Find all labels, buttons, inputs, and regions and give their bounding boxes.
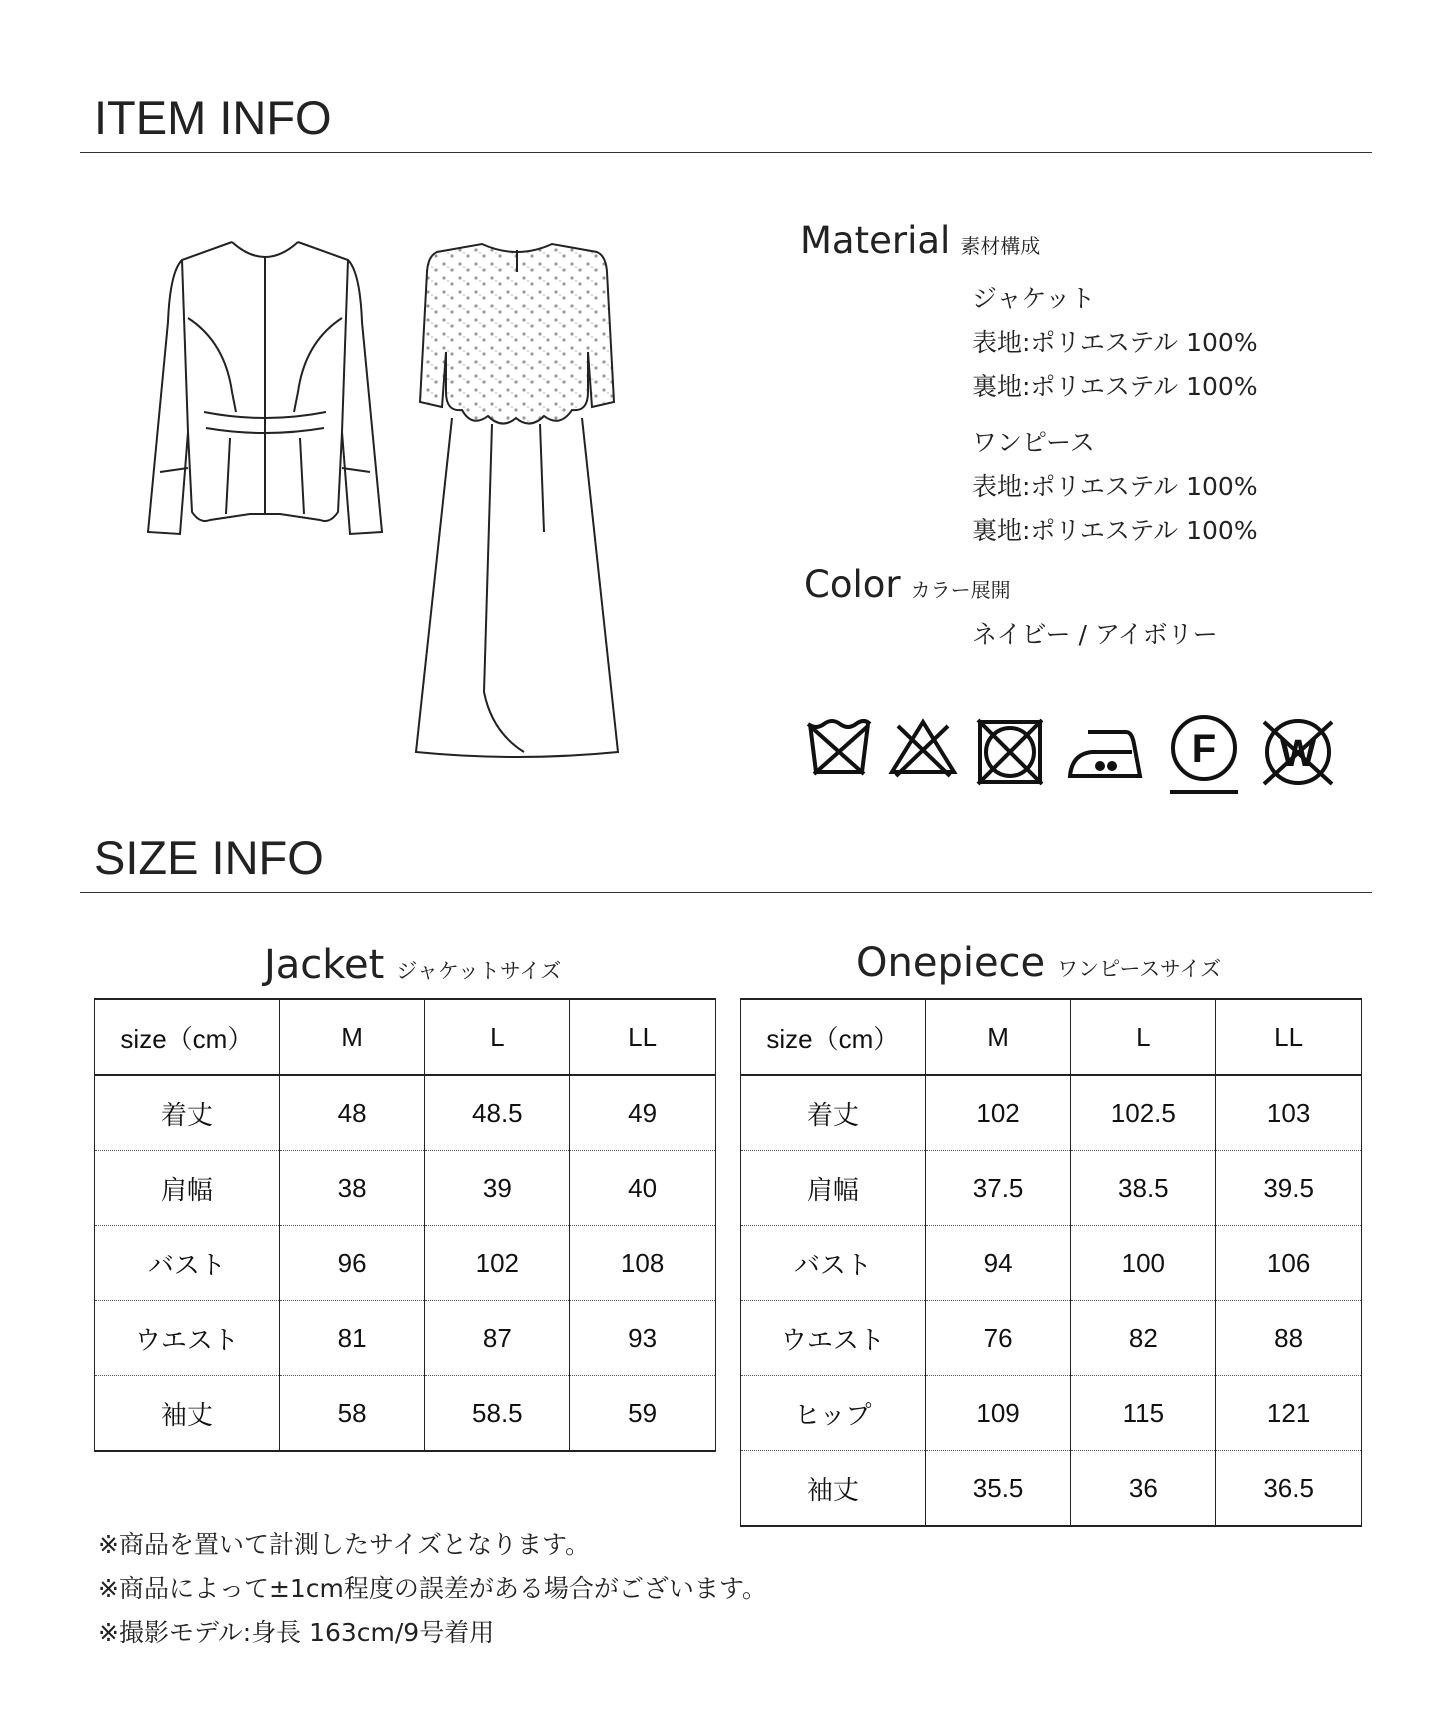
table-cell: 40 [570,1151,716,1226]
table-header-cell: size（cm） [95,999,280,1075]
table-row [741,1376,1362,1451]
onepiece-table-sub: ワンピースサイズ [1057,957,1222,981]
note-model: ※撮影モデル:身長 163cm/9号着用 [98,1618,495,1647]
table-row [741,1151,1362,1226]
onepiece-material-name: ワンピース [972,428,1095,457]
no-wet-clean-icon [1258,712,1338,792]
color-label: Color [804,563,901,606]
jacket-material-outer: 表地:ポリエステル 100% [972,328,1258,357]
table-cell: 103 [1216,1075,1362,1151]
table-header-cell: L [1071,999,1216,1075]
note-tolerance: ※商品によって±1cm程度の誤差がある場合がございます。 [98,1574,767,1603]
color-heading [804,563,1011,606]
dry-clean-letter: F [1191,727,1217,771]
table-header-row [95,999,716,1075]
table-cell: 100 [1071,1226,1216,1301]
table-cell: 102 [425,1226,570,1301]
table-cell: 87 [425,1301,570,1376]
table-cell: 36 [1071,1451,1216,1527]
table-cell: バスト [95,1226,280,1301]
table-cell: 58 [279,1376,425,1452]
table-row [95,1376,716,1452]
no-bleach-icon [888,716,958,778]
table-cell: 袖丈 [95,1376,280,1452]
table-cell: 94 [925,1226,1071,1301]
jacket-illustration [140,232,390,542]
no-tumble-dry-icon [974,716,1046,788]
table-row [741,1451,1362,1527]
item-info-title: ITEM INFO [94,91,332,144]
table-cell: 着丈 [95,1075,280,1151]
table-row [95,1226,716,1301]
table-cell: 39 [425,1151,570,1226]
table-cell: 48 [279,1075,425,1151]
note-measurement: ※商品を置いて計測したサイズとなります。 [98,1530,590,1559]
table-cell: 81 [279,1301,425,1376]
material-label: Material [800,219,951,262]
table-cell: 121 [1216,1376,1362,1451]
table-cell: 37.5 [925,1151,1071,1226]
jacket-material-lining: 裏地:ポリエステル 100% [972,372,1258,401]
table-cell: 着丈 [741,1075,926,1151]
table-row [95,1075,716,1151]
dry-clean-f-icon [1166,712,1242,796]
jacket-material-name: ジャケット [972,284,1096,313]
material-sub: 素材構成 [960,234,1041,258]
table-header-row [741,999,1362,1075]
material-heading [800,219,1041,262]
table-cell: 39.5 [1216,1151,1362,1226]
table-cell: 109 [925,1376,1071,1451]
size-info-divider [80,892,1372,893]
table-header-cell: LL [1216,999,1362,1075]
onepiece-table-heading [856,940,1222,986]
onepiece-material-lining: 裏地:ポリエステル 100% [972,516,1258,545]
table-cell: 35.5 [925,1451,1071,1527]
table-cell: 肩幅 [95,1151,280,1226]
table-header-cell: LL [570,999,716,1075]
no-wash-icon [804,716,874,778]
table-cell: 93 [570,1301,716,1376]
wet-clean-letter: W [1280,733,1316,775]
table-cell: 102.5 [1071,1075,1216,1151]
jacket-table-label: Jacket [264,942,385,988]
table-cell: 38.5 [1071,1151,1216,1226]
color-sub: カラー展開 [910,578,1011,602]
jacket-size-table [94,998,716,1452]
jacket-table-sub: ジャケットサイズ [396,959,562,983]
table-cell: 76 [925,1301,1071,1376]
table-cell: 106 [1216,1226,1362,1301]
table-cell: 82 [1071,1301,1216,1376]
table-cell: 袖丈 [741,1451,926,1527]
table-cell: ウエスト [741,1301,926,1376]
table-cell: 49 [570,1075,716,1151]
table-header-cell: size（cm） [741,999,926,1075]
iron-low-icon [1066,724,1146,782]
table-cell: 38 [279,1151,425,1226]
table-cell: 102 [925,1075,1071,1151]
table-cell: 108 [570,1226,716,1301]
table-row [741,1226,1362,1301]
color-value: ネイビー / アイボリー [972,620,1218,649]
table-header-cell: L [425,999,570,1075]
table-cell: 58.5 [425,1376,570,1452]
table-cell: 88 [1216,1301,1362,1376]
table-cell: ウエスト [95,1301,280,1376]
table-cell: バスト [741,1226,926,1301]
table-header-cell: M [279,999,425,1075]
table-row [741,1075,1362,1151]
onepiece-table-label: Onepiece [856,940,1046,986]
table-cell: 59 [570,1376,716,1452]
onepiece-illustration [392,232,642,762]
onepiece-material-outer: 表地:ポリエステル 100% [972,472,1258,501]
table-cell: 115 [1071,1376,1216,1451]
table-cell: 96 [279,1226,425,1301]
table-row [741,1301,1362,1376]
item-info-divider [80,152,1372,153]
table-cell: 肩幅 [741,1151,926,1226]
table-cell: ヒップ [741,1376,926,1451]
table-header-cell: M [925,999,1071,1075]
table-cell: 48.5 [425,1075,570,1151]
table-cell: 36.5 [1216,1451,1362,1527]
table-row [95,1151,716,1226]
jacket-table-heading [264,942,562,988]
table-row [95,1301,716,1376]
onepiece-size-table [740,998,1362,1527]
size-info-title: SIZE INFO [94,831,324,884]
